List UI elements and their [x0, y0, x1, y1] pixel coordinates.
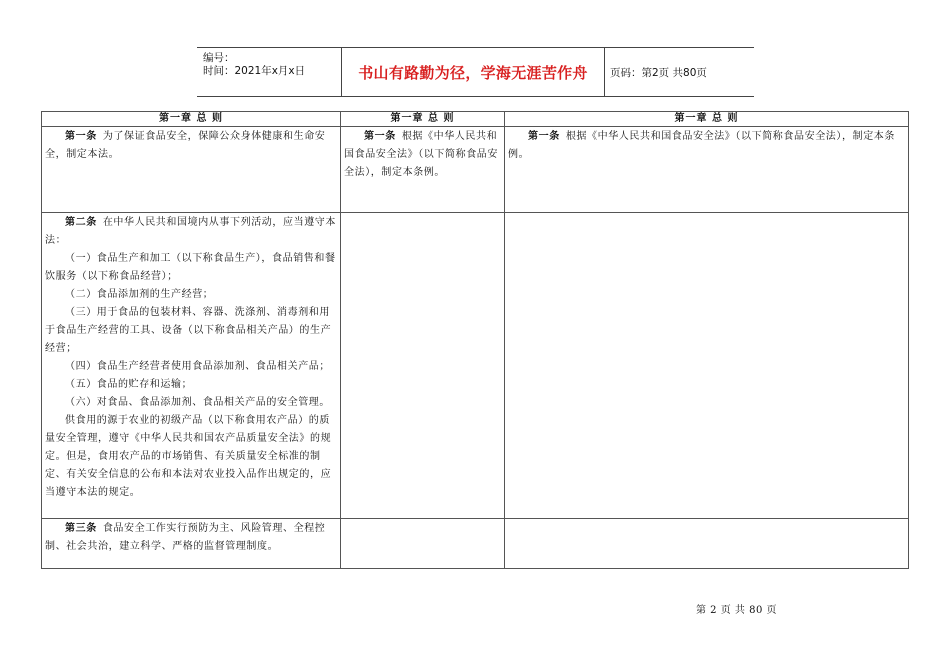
article-paragraph: [45, 520, 337, 556]
article-item: （四）食品生产经营者使用食品添加剂、食品相关产品；: [65, 361, 330, 372]
article-item: （五）食品的贮存和运输；: [65, 379, 193, 390]
article-paragraph: [45, 214, 337, 250]
article-text: 食品安全工作实行预防为主、风险管理、全程控制、社会共治，建立科学、严格的监督管理制度。: [45, 523, 326, 552]
header-motto: 书山有路勤为径，学海无涯苦作舟: [358, 63, 588, 82]
article-item: （一）食品生产和加工（以下称食品生产），食品销售和餐饮服务（以下称食品经营）；: [45, 253, 336, 282]
table-header-row: [42, 112, 909, 127]
article-text: 在中华人民共和国境内从事下列活动，应当遵守本法：: [45, 217, 337, 246]
column-header-draft: 第一章 总 则: [505, 112, 909, 127]
table-cell-empty: [341, 519, 505, 569]
document-number-label: 编号：: [203, 52, 235, 64]
header-page-cell: [604, 48, 754, 96]
article-paragraph: [508, 128, 905, 164]
table-cell: [42, 213, 341, 519]
article-item: （六）对食品、食品添加剂、食品相关产品的安全管理。: [65, 397, 330, 408]
comparison-table: [41, 111, 909, 569]
article-item: （二）食品添加剂的生产经营；: [65, 289, 214, 300]
article-number: 第一条: [65, 131, 97, 142]
header-left-cell: [197, 48, 341, 96]
header-motto-cell: [341, 48, 605, 96]
article-paragraph: [344, 128, 501, 182]
column-header-law: 第一章 总 则: [42, 112, 341, 127]
page-footer-number: 第 2 页 共 80 页: [696, 605, 777, 616]
table-cell-empty: [505, 213, 909, 519]
table-row: [42, 519, 909, 569]
table-cell-empty: [505, 519, 909, 569]
table-cell: [341, 127, 505, 213]
article-text: 为了保证食品安全，保障公众身体健康和生命安全，制定本法。: [45, 131, 326, 160]
table-cell: [42, 127, 341, 213]
article-number: 第三条: [65, 523, 97, 534]
article-paragraph: 供食用的源于农业的初级产品（以下称食用农产品）的质量安全管理，遵守《中华人民共和国农产品质量安全法》的规定。但是，食用农产品的市场销售、有关质量安全标准的制定、有关安全信息的公布和本法对农业投入品作出规定的，应当遵守本法的规定。: [45, 415, 332, 498]
article-number: 第二条: [65, 217, 97, 228]
article-item: （三）用于食品的包装材料、容器、洗涤剂、消毒剂和用于食品生产经营的工具、设备（以下称食品相关产品）的生产经营；: [45, 307, 332, 354]
table-cell-empty: [341, 213, 505, 519]
article-text: 根据《中华人民共和国食品安全法》（以下简称食品安全法），制定本条例。: [344, 131, 498, 178]
page-header: [197, 47, 754, 97]
header-page-info: 页码：第2页 共80页: [610, 66, 707, 79]
article-number: 第一条: [364, 131, 396, 142]
article-text: 根据《中华人民共和国食品安全法》（以下简称食品安全法），制定本条例。: [508, 131, 896, 160]
table-row: [42, 213, 909, 519]
article-paragraph: [45, 128, 337, 164]
document-date-label: 时间：2021年x月x日: [203, 65, 306, 77]
table-cell: [42, 519, 341, 569]
table-cell: [505, 127, 909, 213]
column-header-regulation: 第一章 总 则: [341, 112, 505, 127]
table-row: [42, 127, 909, 213]
article-number: 第一条: [528, 131, 560, 142]
